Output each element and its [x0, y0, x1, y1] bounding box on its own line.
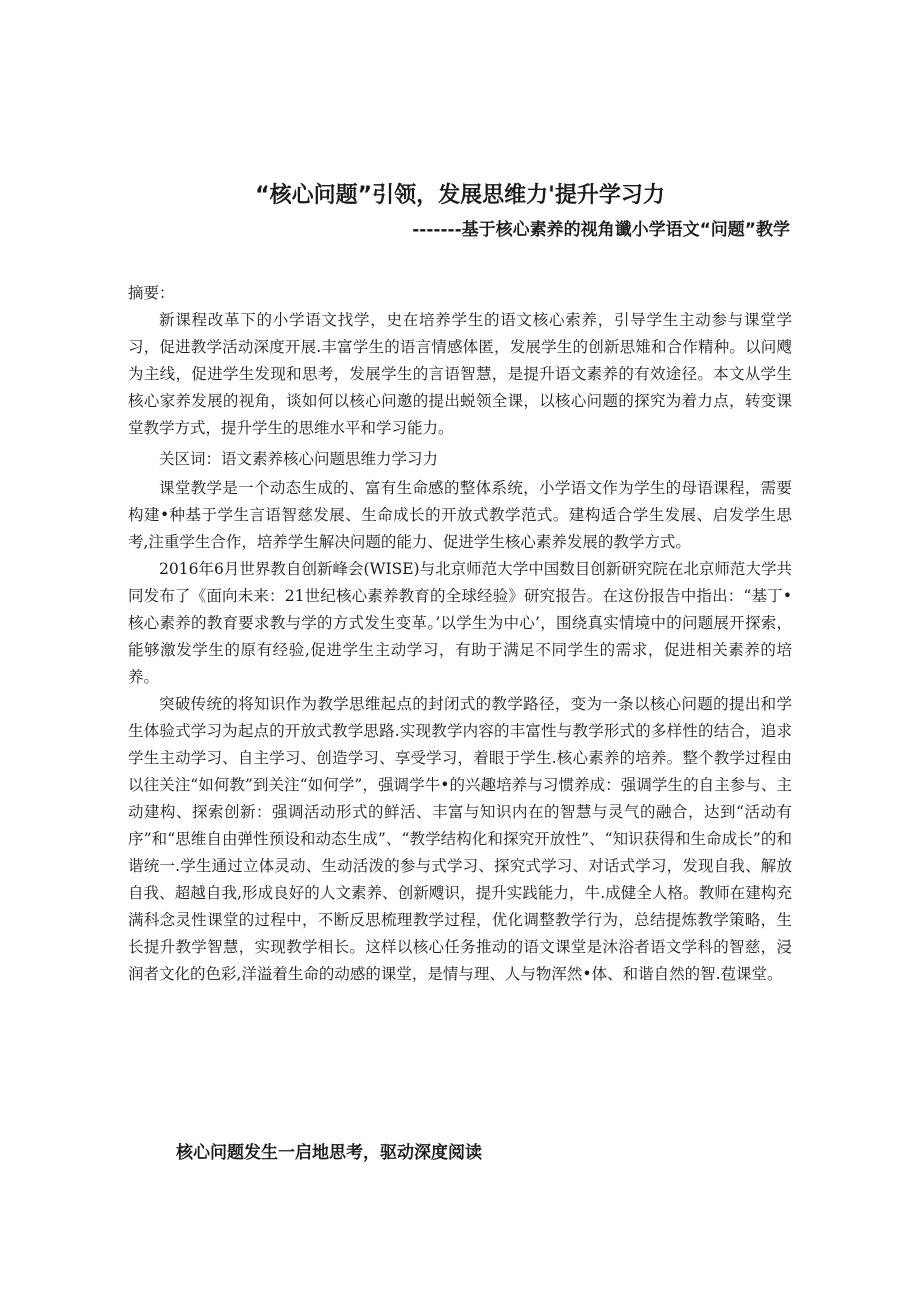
keywords: 关区词：语文素养核心问题思维力学习力	[159, 450, 439, 468]
document-title: “核心问题”引领，发展思维力'提升学习力	[255, 183, 665, 208]
section-heading: 核心问题发生一启地思考，驱动深度阅读	[176, 1143, 482, 1163]
body-paragraph-3: 突破传统的将知识作为教学思维起点的封闭式的教学路径，变为一条以核心问题的提出和学生体验式学习为起点的开放式教学思路.实现教学内容的丰富性与教学形式的多样性的结合，追求学生主动学习、自主学习、创造学习、享受学习，着眼于学生.核心素养的培养。整个教学过程由以往关注“如何教”到关注“如何学”，强调学牛•的兴趣培养与习惯养成：强调学生的自主参与、主动建构、探索创新：强调活动形式的鲜活、丰富与知识内在的智慧与灵气的融合，达到“活动有序”和“思维自由弹性预设和动态生成”、“教学结构化和探究开放性”、“知识获得和生命成长”的和谐统一.学生通过立体灵动、生动活泼的参与式学习、探究式学习、对话式学习，发现自我、解放自我、超越自我,形成良好的人文素养、创新飕识，提升实践能力，牛.成健全人格。教师在建构充满科念灵性课堂的过程中，不断反思梳理教学过程，优化调整教学行为，总结提炼教学策略，生长提升教学智慧，实现教学相长。这样以核心任务推动的语文课堂是沐浴者语文学科的智慈，浸润者文化的色彩,洋溢着生命的动感的课堂，是情与理、人与物浑然•体、和谐自然的智.苞课堂。	[128, 695, 792, 983]
document-subtitle: -------基于核心素养的视角谶小学语文“问题”教学	[412, 220, 790, 240]
document-body	[128, 280, 792, 988]
body-paragraph-1: 课堂教学是一个动态生成的、富有生命感的整体系统，小学语文作为学生的母语课程，需要构建•种基于学生言语智慈发展、生命成长的开放式教学范式。建构适合学生发展、启发学生思考,注重学生合作，培养学生解决问题的能力、促进学生核心素养发展的教学方式。	[128, 479, 792, 551]
body-paragraph-2: 2016年6月世界教自创新峰会(WISE)与北京师范大学中国数目创新研究院在北京师范大学共同发布了《面向未来：21世纪核心素养教育的全球经验》研究报告。在这份报告中指出：“基丁•核心素养的教育要求教与学的方式发生变革。’以学生为中心’，围绕真实情境中的问题展开探索，能够激发学生的原有经验,促进学生主动学习，有助于满足不同学生的需求，促进相关素养的培养。	[128, 560, 792, 686]
abstract-label: 摘要：	[128, 284, 175, 302]
abstract-text: 新课程改革下的小学语文找学，史在培养学生的语文核心索养，引导学生主动参与课堂学习，促进教学活动深度开展.丰富学生的语言情感体匿，发展学生的创新思雉和合作精种。以问飕为主线，促进学生发现和思考，发展学生的言语智慧，是提升语文素养的有效途径。本文从学生核心家养发展的视角，谈如何以核心问邀的提出蜕领全课，以核心问题的探究为着力点，转变课堂教学方式，提升学生的思维水平和学习能力。	[128, 311, 792, 437]
